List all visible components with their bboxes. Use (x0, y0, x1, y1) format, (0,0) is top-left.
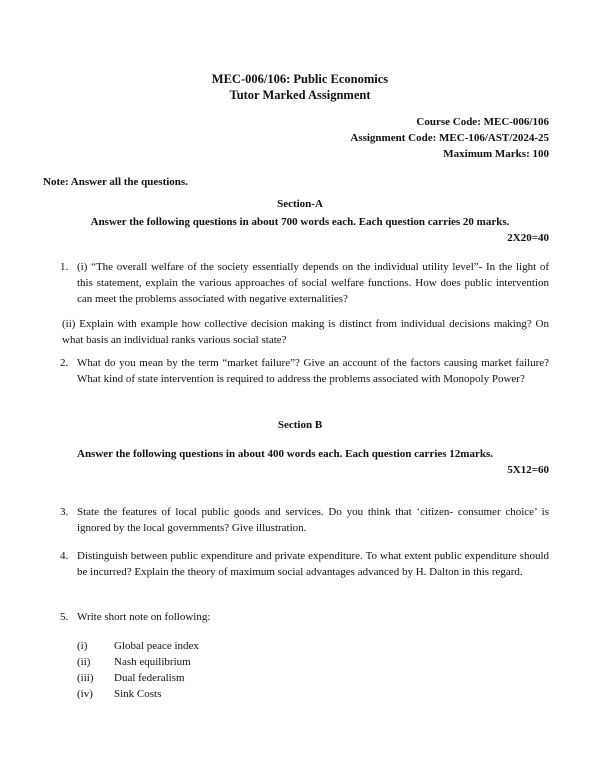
question-text: Write short note on following: (77, 611, 211, 623)
document-title: MEC-006/106: Public Economics (211, 72, 389, 86)
section-a-instruction: Answer the following questions in about 700 words each. Each question carries 20 marks. (90, 216, 510, 228)
section-a-title: Section-A (277, 198, 323, 210)
section-b-instruction: Answer the following questions in about 400 words each. Each question carries 12marks. (77, 448, 493, 460)
item-numeral: (ii) (77, 656, 91, 668)
item-text: Nash equilibrium (114, 656, 191, 668)
note: Note: Answer all the questions. (43, 176, 188, 188)
question-number: 1. (60, 261, 69, 273)
section-b-marks: 5X12=60 (507, 464, 549, 476)
question-text: Distinguish between public expenditure and private expenditure. To what extent public expenditure should be incurred? Explain the theory of maximum social advantages advanced by H. Dalton in this regard. (77, 550, 549, 578)
question-text: (ii) Explain with example how collective decision making is distinct from individual decisions making? On what basis an individual ranks various social state? (62, 318, 549, 346)
assignment-code: Assignment Code: MEC-106/AST/2024-25 (350, 132, 549, 144)
section-b-title: Section B (277, 419, 323, 431)
section-a-marks: 2X20=40 (507, 232, 549, 244)
question-number: 4. (60, 550, 69, 562)
question-number: 3. (60, 506, 69, 518)
maximum-marks: Maximum Marks: 100 (443, 148, 549, 160)
question-text: What do you mean by the term “market failure”? Give an account of the factors causing market failure? What kind of state intervention is required to address the problems associated with Monopoly Power? (77, 357, 549, 385)
course-code: Course Code: MEC-006/106 (416, 116, 549, 128)
item-text: Sink Costs (114, 688, 162, 700)
item-text: Global peace index (114, 640, 199, 652)
question-number: 5. (60, 611, 69, 623)
item-numeral: (iv) (77, 688, 93, 700)
question-text: (i) “The overall welfare of the society essentially depends on the individual utility level”- In the light of this statement, explain the various approaches of social welfare functions. How does public intervention can meet the problems associated with negative externalities? (77, 261, 549, 305)
question-number: 2. (60, 357, 69, 369)
item-numeral: (iii) (77, 672, 94, 684)
question-text: State the features of local public goods and services. Do you think that ‘citizen- consumer choice’ is ignored by the local governments? Give illustration. (77, 506, 549, 534)
item-text: Dual federalism (114, 672, 185, 684)
item-numeral: (i) (77, 640, 88, 652)
document-subtitle: Tutor Marked Assignment (229, 88, 371, 102)
